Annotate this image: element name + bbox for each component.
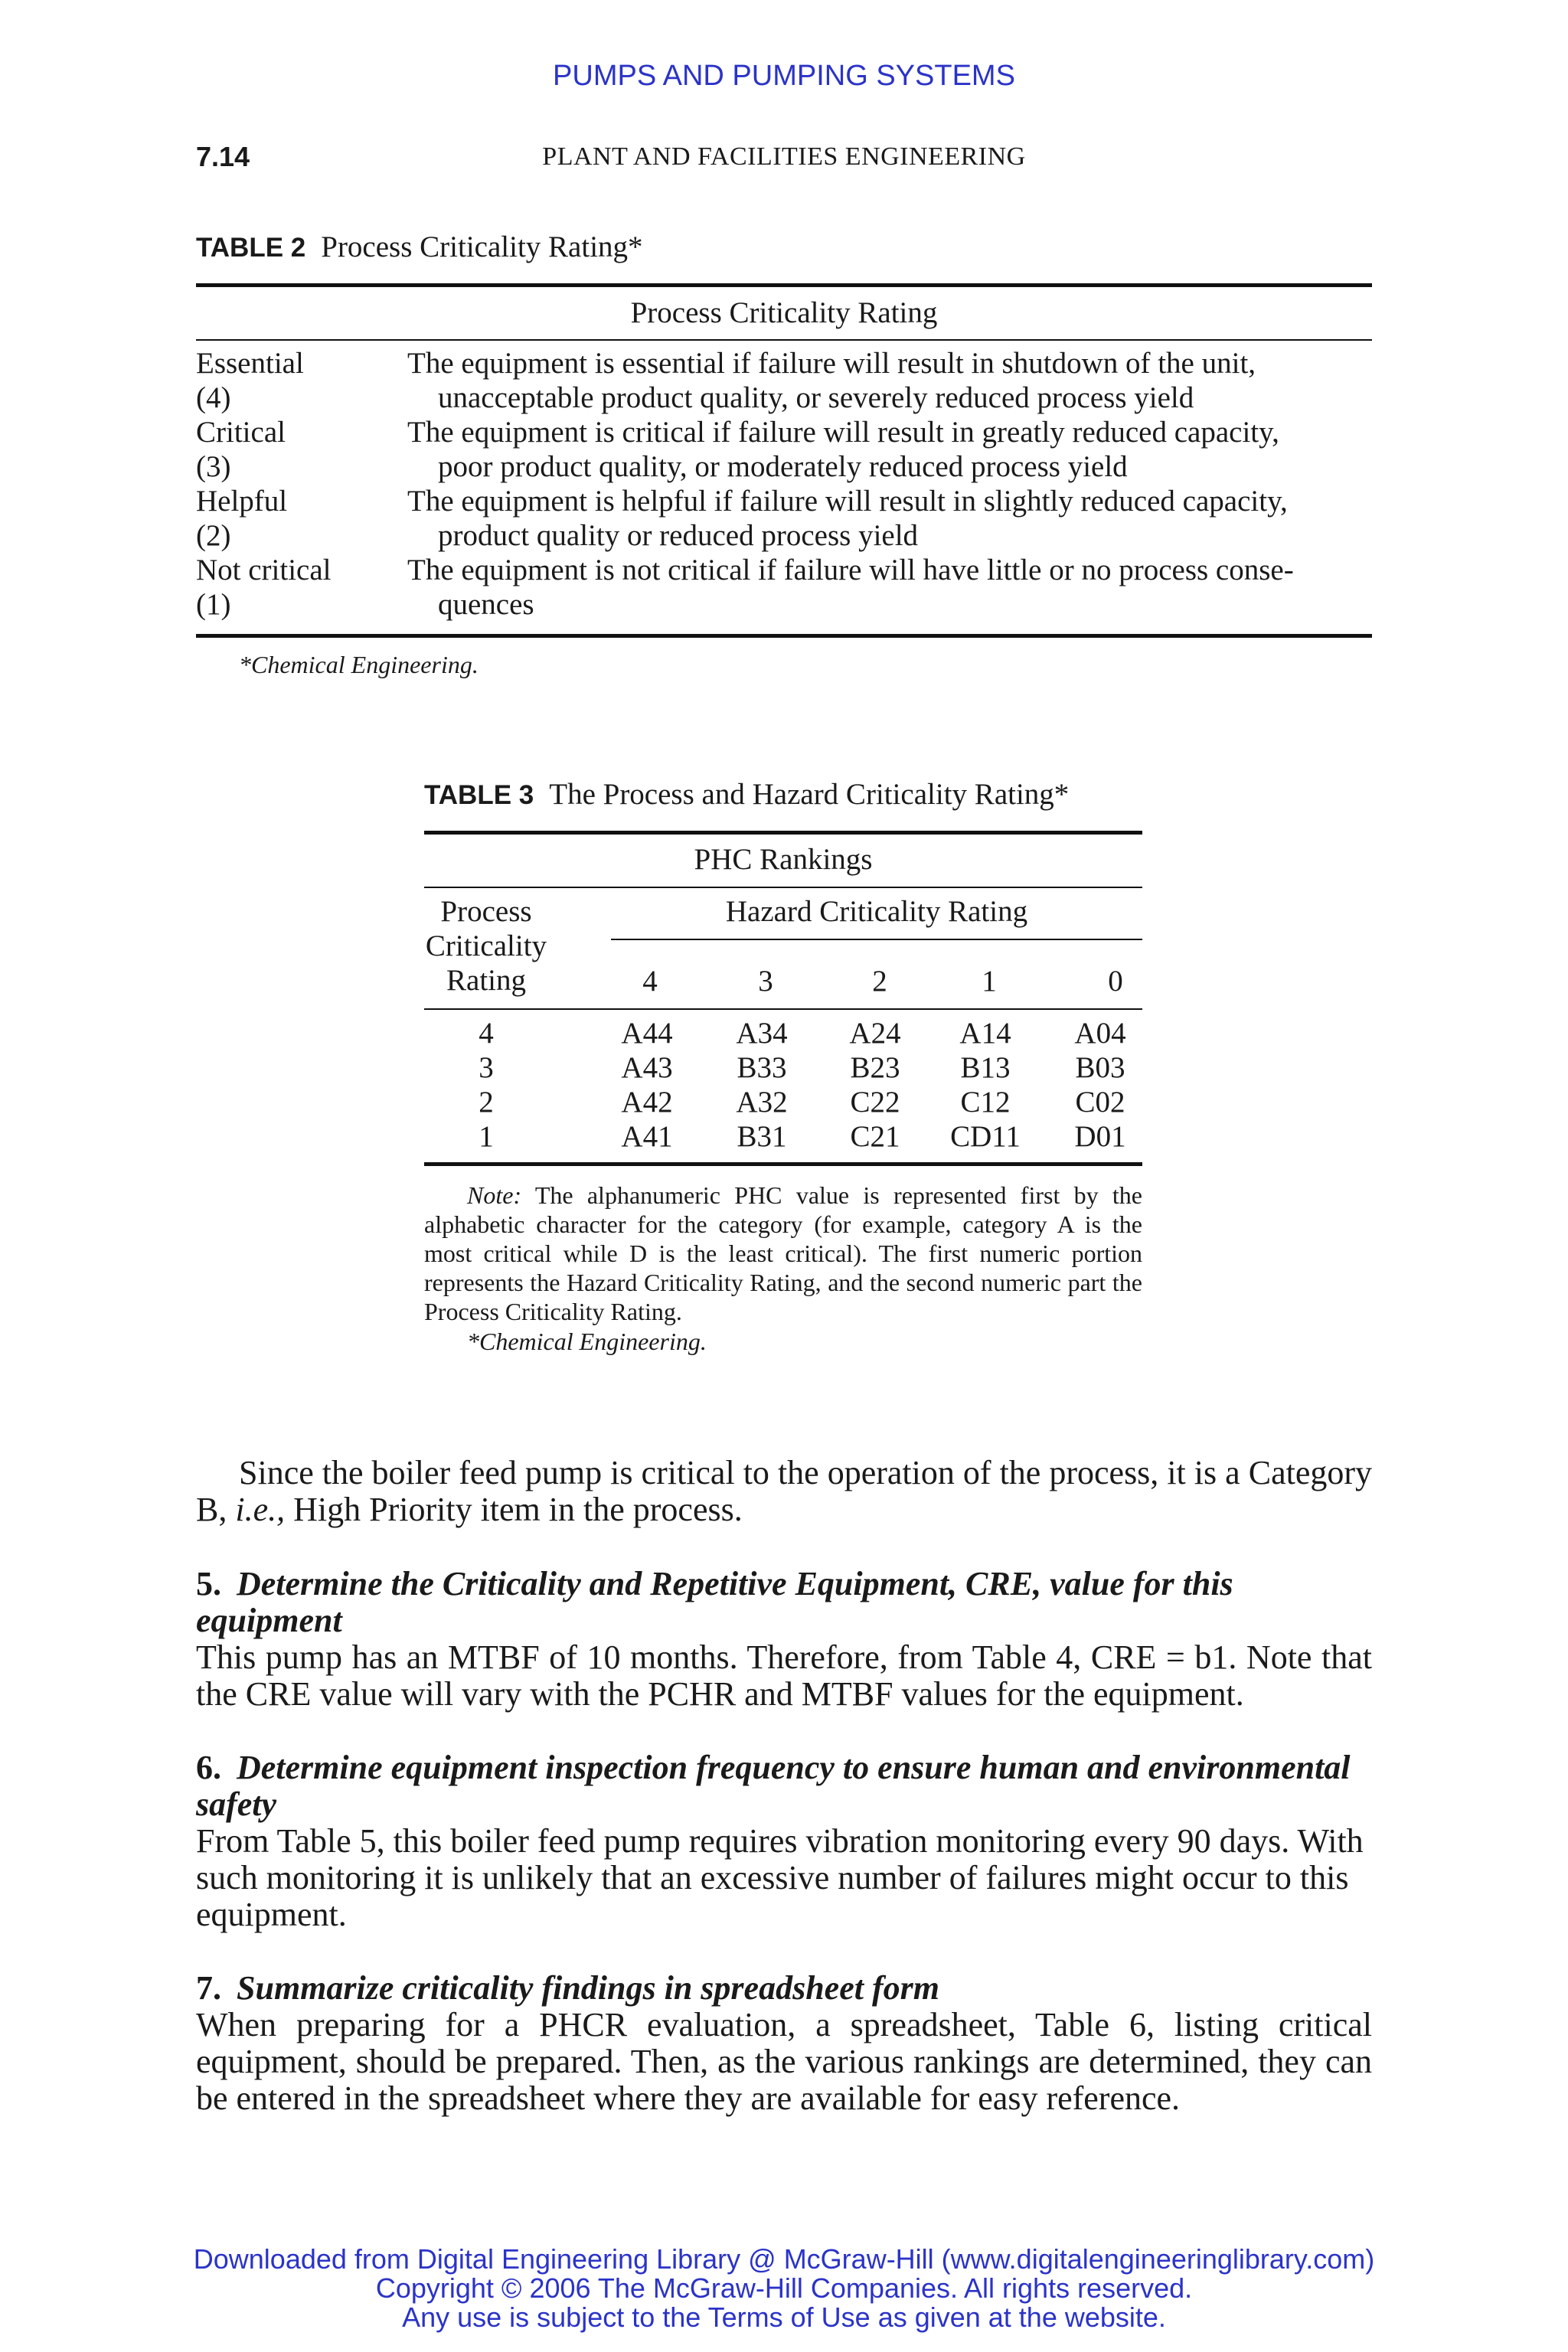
row-header-line: Criticality <box>425 929 547 962</box>
footer-copyright: Copyright © 2006 The McGraw-Hill Companies. All rights reserved. <box>375 2272 1193 2304</box>
table-cell: B31 <box>737 1120 787 1153</box>
step-number: 6. <box>196 1749 221 1786</box>
description-line: quences <box>438 588 534 621</box>
description-line: The equipment is critical if failure will result in greatly reduced capacity, <box>407 416 1279 449</box>
column-header: 0 <box>1108 965 1123 998</box>
category-score: (2) <box>196 519 231 552</box>
footer <box>0 2245 1568 2332</box>
row-rating: 1 <box>479 1120 494 1153</box>
description-line: The equipment is essential if failure will result in shutdown of the unit, <box>407 347 1256 380</box>
table2-label: TABLE 2 <box>196 233 306 263</box>
table3-footnote: *Chemical Engineering. <box>467 1328 707 1355</box>
step-title: Determine equipment inspection frequency to ensure human and environmental safety <box>196 1749 1351 1823</box>
table-cell: CD11 <box>950 1120 1021 1153</box>
table3-top-rule <box>424 831 1142 835</box>
table-row <box>424 1085 1142 1119</box>
table-cell: A41 <box>621 1120 673 1153</box>
table-row <box>424 1119 1142 1154</box>
category-score: (1) <box>196 588 231 621</box>
table2-title: Process Criticality Rating* <box>321 230 643 263</box>
table3-bottom-rule <box>424 1162 1142 1166</box>
table-cell: B13 <box>960 1051 1011 1084</box>
table-cell: C22 <box>850 1086 900 1119</box>
table-cell: B33 <box>737 1051 787 1084</box>
table-cell: B23 <box>850 1051 900 1084</box>
table3-caption <box>424 777 1069 812</box>
description-line: unacceptable product quality, or severely reduced process yield <box>438 381 1194 414</box>
table3-rule <box>424 887 1142 888</box>
description-line: The equipment is helpful if failure will result in slightly reduced capacity, <box>407 485 1288 518</box>
table2-header-rule <box>196 339 1372 341</box>
step-paragraph: From Table 5, this boiler feed pump requires vibration monitoring every 90 days. With such monitoring it is unlikely that an excessive number of failures might occur to this equipment. <box>196 1822 1364 1933</box>
note-text: The alphanumeric PHC value is represented first by the alphabetic character for the category (for example, category A is the most critical while D is the least critical). The first numeric portion represents the Hazard Criticality Rating, and the second numeric part the Process Criticality Rating. <box>424 1181 1143 1325</box>
category-name: Not critical <box>196 554 332 586</box>
column-header: 2 <box>872 965 887 998</box>
step-number: 5. <box>196 1565 221 1602</box>
description-line: product quality or reduced process yield <box>438 519 919 552</box>
row-rating: 4 <box>479 1017 494 1050</box>
category-name: Essential <box>196 347 304 380</box>
description-line: poor product quality, or moderately reduced process yield <box>438 450 1128 483</box>
category-name: Critical <box>196 416 286 449</box>
row-rating: 3 <box>479 1051 494 1084</box>
table-cell: A44 <box>621 1017 673 1050</box>
table2-caption <box>196 230 643 264</box>
step-heading <box>196 1970 1372 2007</box>
step-paragraph: When preparing for a PHCR evaluation, a spreadsheet, Table 6, listing critical equipment, should be prepared. Then, as the various rankings are determined, they can be entered in the spreadsheet where they are available for easy reference. <box>196 2006 1372 2117</box>
table3-title: The Process and Hazard Criticality Rating* <box>549 778 1070 811</box>
category-score: (4) <box>196 381 231 414</box>
table2-body <box>196 346 1372 622</box>
note-label: Note: <box>467 1181 522 1209</box>
table3-label: TABLE 3 <box>424 780 534 810</box>
description-line: The equipment is not critical if failure will have little or no process conse- <box>407 554 1294 586</box>
table-cell: B03 <box>1075 1051 1125 1084</box>
table-row <box>196 346 1372 415</box>
table-row <box>424 1016 1142 1050</box>
table-cell: C21 <box>850 1120 900 1153</box>
table3-rule <box>611 939 1142 940</box>
table3-group-header: PHC Rankings <box>694 843 873 876</box>
table-cell: A24 <box>849 1017 901 1050</box>
paragraph-text: Since the boiler feed pump is critical to the operation of the process, it is a Category B, <box>196 1454 1372 1528</box>
table-cell: A04 <box>1074 1017 1126 1050</box>
table-cell: D01 <box>1074 1120 1126 1153</box>
table-row <box>196 415 1372 484</box>
step-title: Determine the Criticality and Repetitive Equipment, CRE, value for this equipment <box>196 1565 1233 1639</box>
step-heading <box>196 1566 1372 1639</box>
row-header-line: Process <box>440 895 532 928</box>
category-score: (3) <box>196 450 231 483</box>
row-rating: 2 <box>479 1086 494 1119</box>
table-cell: A42 <box>621 1086 673 1119</box>
table2-column-header: Process Criticality Rating <box>630 296 938 329</box>
column-header: 3 <box>758 965 773 998</box>
table-cell: A32 <box>736 1086 788 1119</box>
step-title: Summarize criticality findings in spreadsheet form <box>237 1969 939 2007</box>
table-cell: C12 <box>960 1086 1011 1119</box>
table-cell: A34 <box>736 1017 788 1050</box>
table2-bottom-rule <box>196 634 1372 638</box>
table2-top-rule <box>196 283 1372 287</box>
table-cell: C02 <box>1075 1086 1125 1119</box>
table-cell: A14 <box>959 1017 1011 1050</box>
table3-note <box>424 1181 1142 1326</box>
running-head: PLANT AND FACILITIES ENGINEERING <box>542 142 1026 171</box>
table3-column-group-header: Hazard Criticality Rating <box>725 895 1028 928</box>
category-name: Helpful <box>196 485 288 518</box>
table-row <box>196 484 1372 553</box>
body-paragraph <box>196 1455 1372 1528</box>
table-row <box>196 553 1372 622</box>
table3-header-rule <box>424 1008 1142 1010</box>
column-header: 4 <box>642 965 658 998</box>
column-header: 1 <box>982 965 997 998</box>
footer-download-link[interactable]: Downloaded from Digital Engineering Library @ McGraw-Hill (www.digitalengineeringlibrary.com) <box>193 2243 1375 2275</box>
table2-footnote: *Chemical Engineering. <box>239 651 479 678</box>
table3-row-header <box>424 894 548 998</box>
table-cell: A43 <box>621 1051 673 1084</box>
footer-terms[interactable]: Any use is subject to the Terms of Use as given at the website. <box>402 2301 1166 2333</box>
step-heading <box>196 1749 1372 1823</box>
paragraph-text: High Priority item in the process. <box>285 1491 743 1528</box>
chapter-title-link[interactable]: PUMPS AND PUMPING SYSTEMS <box>553 60 1015 92</box>
step-paragraph: This pump has an MTBF of 10 months. Therefore, from Table 4, CRE = b1. Note that the CRE value will vary with the PCHR and MTBF values for the equipment. <box>196 1638 1372 1713</box>
table-row <box>424 1050 1142 1085</box>
table3-body <box>424 1016 1142 1154</box>
paragraph-emphasis: i.e., <box>235 1491 286 1528</box>
page-number: 7.14 <box>196 141 250 172</box>
row-header-line: Rating <box>446 964 526 997</box>
step-number: 7. <box>196 1969 221 2007</box>
